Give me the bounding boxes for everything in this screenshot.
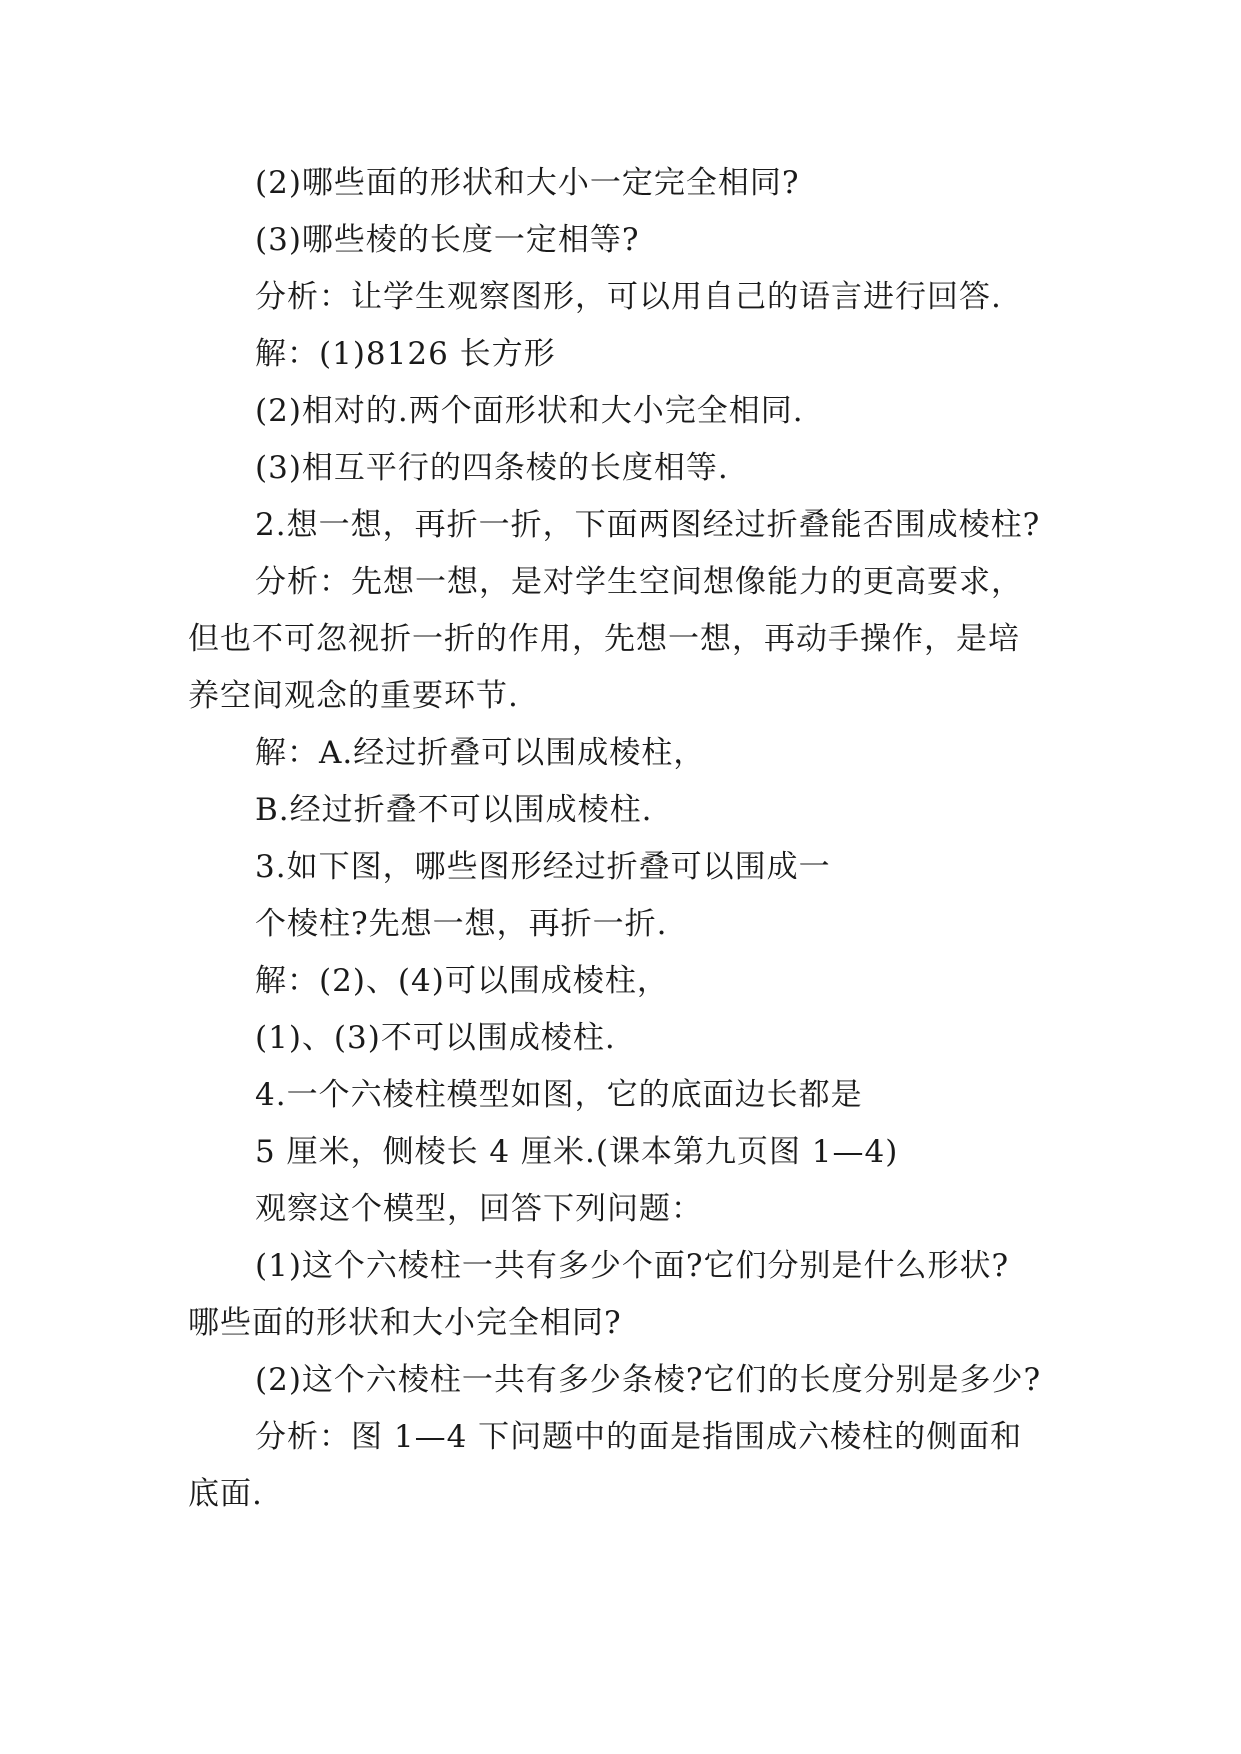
text-line: 底面. [188, 1476, 263, 1512]
text-line: 3.如下图，哪些图形经过折叠可以围成一 [255, 849, 831, 885]
text-line: (2)相对的.两个面形状和大小完全相同. [255, 393, 804, 429]
text-line: 但也不可忽视折一折的作用，先想一想，再动手操作，是培 [188, 621, 1020, 657]
text-line: 养空间观念的重要环节. [188, 678, 519, 714]
text-line: B.经过折叠不可以围成棱柱. [255, 792, 653, 828]
text-line: (1)、(3)不可以围成棱柱. [255, 1020, 616, 1056]
text-line: 解：A.经过折叠可以围成棱柱， [255, 735, 706, 771]
text-line: 5 厘米，侧棱长 4 厘米.(课本第九页图 1—4) [255, 1134, 899, 1170]
text-line: 分析：让学生观察图形，可以用自己的语言进行回答. [255, 279, 1002, 315]
text-line: (3)相互平行的四条棱的长度相等. [255, 450, 729, 486]
text-line: (1)这个六棱柱一共有多少个面?它们分别是什么形状? [255, 1248, 1010, 1284]
text-line: 分析：图 1—4 下问题中的面是指围成六棱柱的侧面和 [255, 1419, 1023, 1455]
text-line: 4.一个六棱柱模型如图，它的底面边长都是 [255, 1077, 863, 1113]
text-line: (3)哪些棱的长度一定相等? [255, 222, 640, 258]
text-line: 哪些面的形状和大小完全相同? [188, 1305, 622, 1341]
text-line: (2)哪些面的形状和大小一定完全相同? [255, 165, 800, 201]
text-line: 分析：先想一想，是对学生空间想像能力的更高要求， [255, 564, 1023, 600]
text-line: 解：(1)8126 长方形 [255, 336, 556, 372]
text-line: 2.想一想，再折一折，下面两图经过折叠能否围成棱柱? [255, 507, 1041, 543]
text-line: 个棱柱?先想一想，再折一折. [255, 906, 668, 942]
text-line: (2)这个六棱柱一共有多少条棱?它们的长度分别是多少? [255, 1362, 1042, 1398]
text-line: 解：(2)、(4)可以围成棱柱， [255, 963, 669, 999]
text-line: 观察这个模型，回答下列问题： [255, 1191, 703, 1227]
